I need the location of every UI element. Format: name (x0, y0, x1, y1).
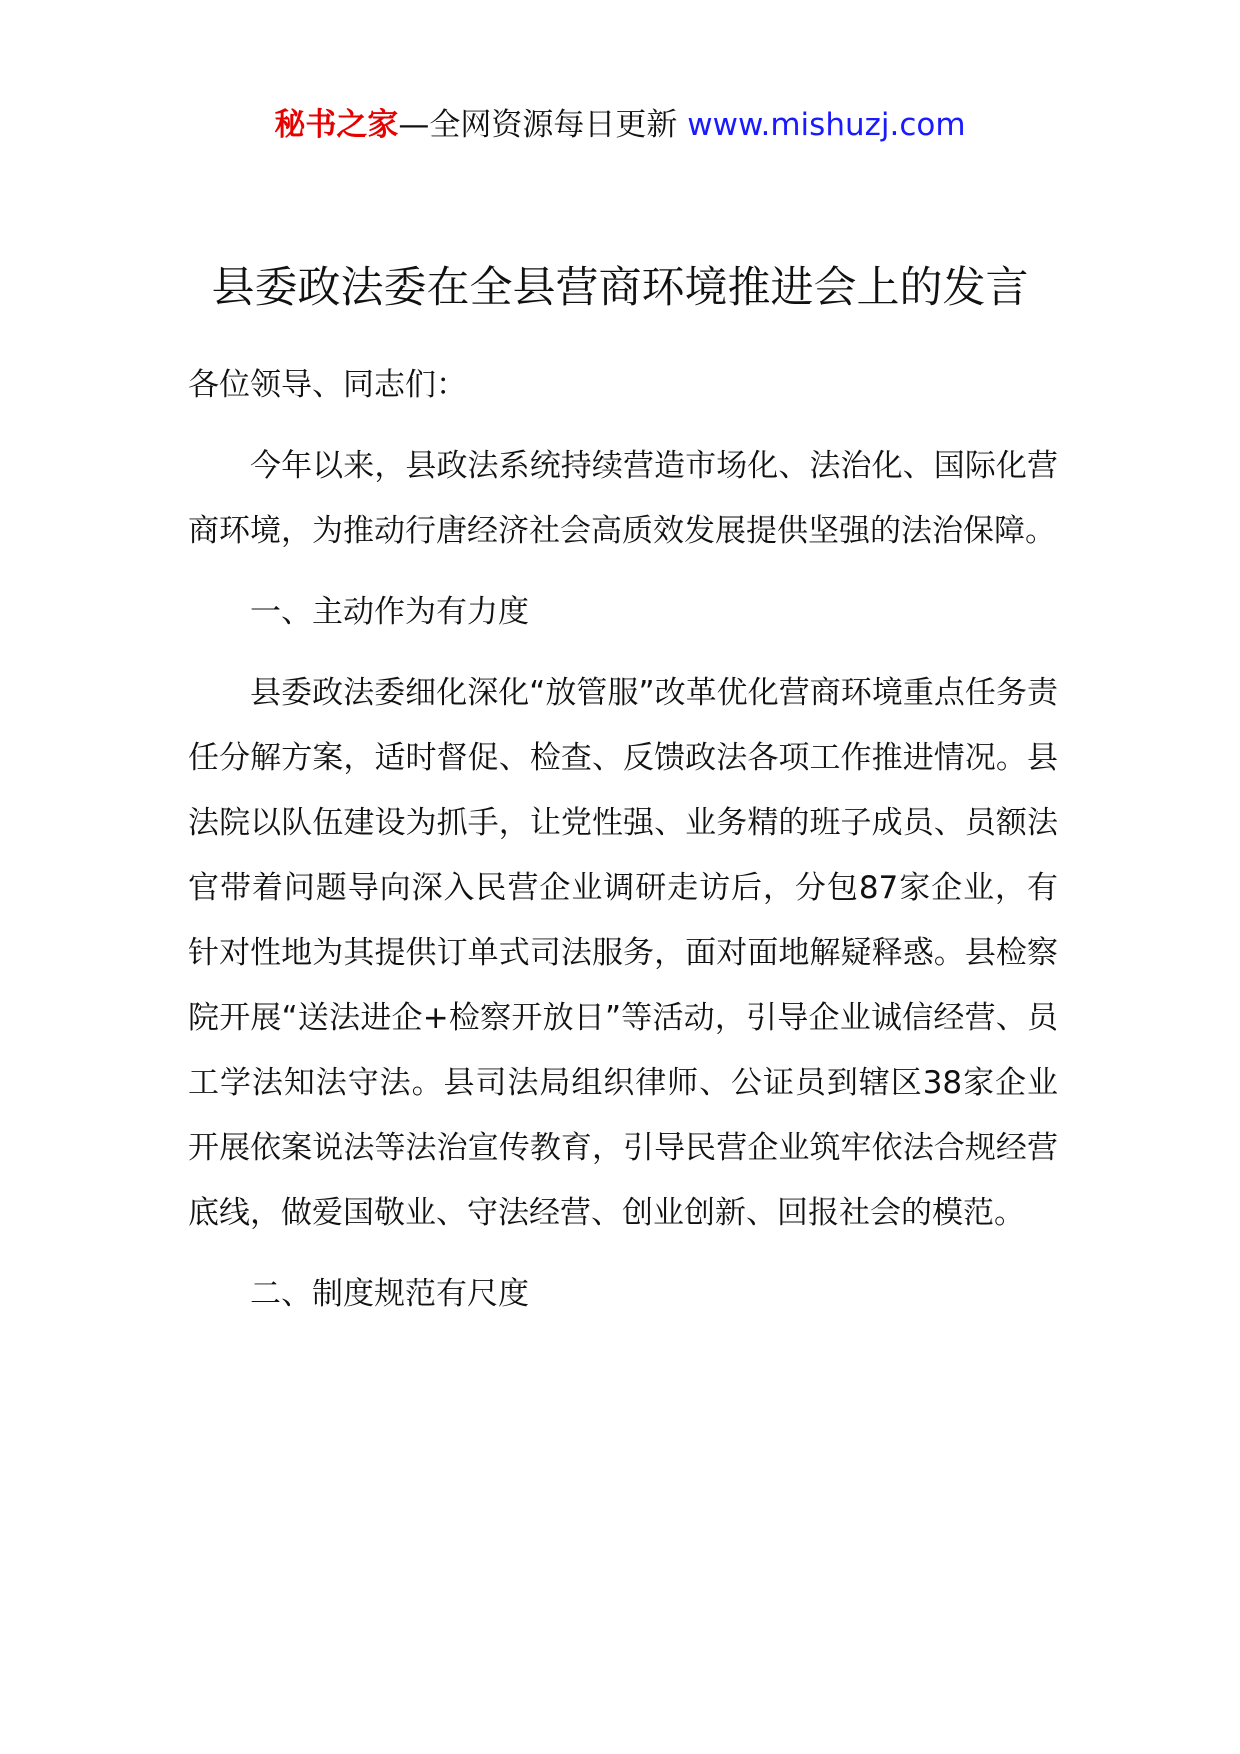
site-header (0, 100, 1240, 150)
site-url-link[interactable]: www.mishuzj.com (687, 107, 966, 143)
document-body (188, 353, 1058, 1327)
document-title: 县委政法委在全县营商环境推进会上的发言 (211, 263, 1029, 313)
section-1-heading: 一、主动作为有力度 (250, 594, 529, 630)
salutation: 各位领导、同志们： (188, 367, 467, 403)
section-1-paragraph: 县委政法委细化深化“放管服”改革优化营商环境重点任务责任分解方案，适时督促、检查、反馈政法各项工作推进情况。县法院以队伍建设为抓手，让党性强、业务精的班子成员、员额法官带着问题导向深入民营企业调研走访后，分包87家企业，有针对性地为其提供订单式司法服务，面对面地解疑释惑。县检察院开展“送法进企+检察开放日”等活动，引导企业诚信经营、员工学法知法守法。县司法局组织律师、公证员到辖区38家企业开展依案说法等法治宣传教育，引导民营企业筑牢依法合规经营底线，做爱国敬业、守法经营、创业创新、回报社会的模范。 (188, 675, 1058, 1231)
section-2-heading: 二、制度规范有尺度 (250, 1276, 529, 1312)
header-slogan: —全网资源每日更新 (398, 107, 688, 143)
brand-name: 秘书之家 (274, 107, 399, 143)
intro-paragraph: 今年以来，县政法系统持续营造市场化、法治化、国际化营商环境，为推动行唐经济社会高质效发展提供坚强的法治保障。 (188, 448, 1058, 549)
